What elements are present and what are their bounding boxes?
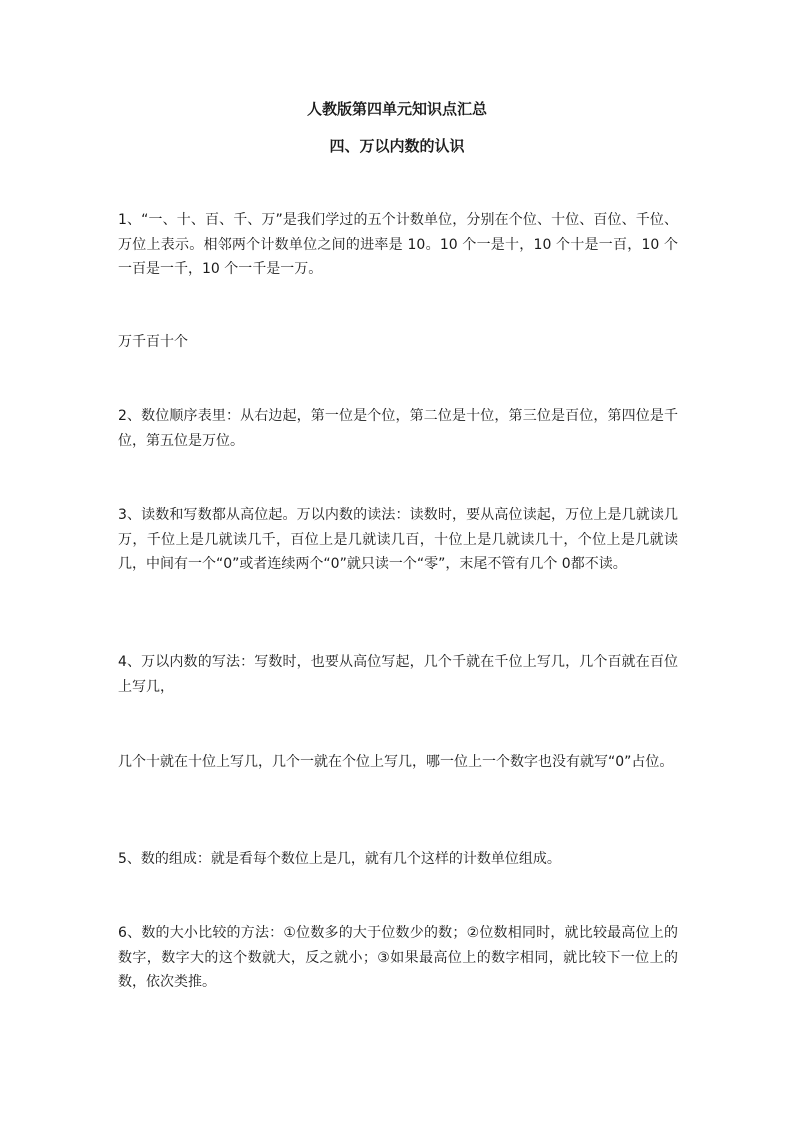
paragraph-writing-numbers-cont: 几个十就在十位上写几，几个一就在个位上写几，哪一位上一个数字也没有就写“0”占位。: [118, 754, 674, 770]
paragraph-writing-numbers: 4、万以内数的写法：写数时，也要从高位写起，几个千就在千位上写几，几个百就在百位上写几，: [118, 654, 678, 695]
paragraph-place-order: 2、数位顺序表里：从右边起，第一位是个位，第二位是十位，第三位是百位，第四位是千位，第五位是万位。: [118, 408, 678, 449]
section-heading: 四、万以内数的认识: [329, 137, 465, 155]
document-title: 人教版第四单元知识点汇总: [306, 100, 487, 118]
paragraph-counting-units: 1、“一、十、百、千、万”是我们学过的五个计数单位，分别在个位、十位、百位、千位、万位上表示。相邻两个计数单位之间的进率是 10。10 个一是十，10 个十是一百，10 个一百是一千，10 个一千是一万。: [118, 212, 678, 277]
paragraph-place-value-row: 万千百十个: [118, 334, 188, 350]
paragraph-number-composition: 5、数的组成：就是看每个数位上是几，就有几个这样的计数单位组成。: [118, 851, 561, 867]
paragraph-number-comparison: 6、数的大小比较的方法：①位数多的大于位数少的数；②位数相同时，就比较最高位上的数字，数字大的这个数就大，反之就小；③如果最高位上的数字相同，就比较下一位上的数，依次类推。: [118, 925, 678, 990]
paragraph-reading-numbers: 3、读数和写数都从高位起。万以内数的读法：读数时，要从高位读起，万位上是几就读几万，千位上是几就读几千，百位上是几就读几百，十位上是几就读几十，个位上是几就读几，中间有一个“0”或者连续两个“0”就只读一个“零”，末尾不管有几个 0都不读。: [118, 507, 678, 572]
